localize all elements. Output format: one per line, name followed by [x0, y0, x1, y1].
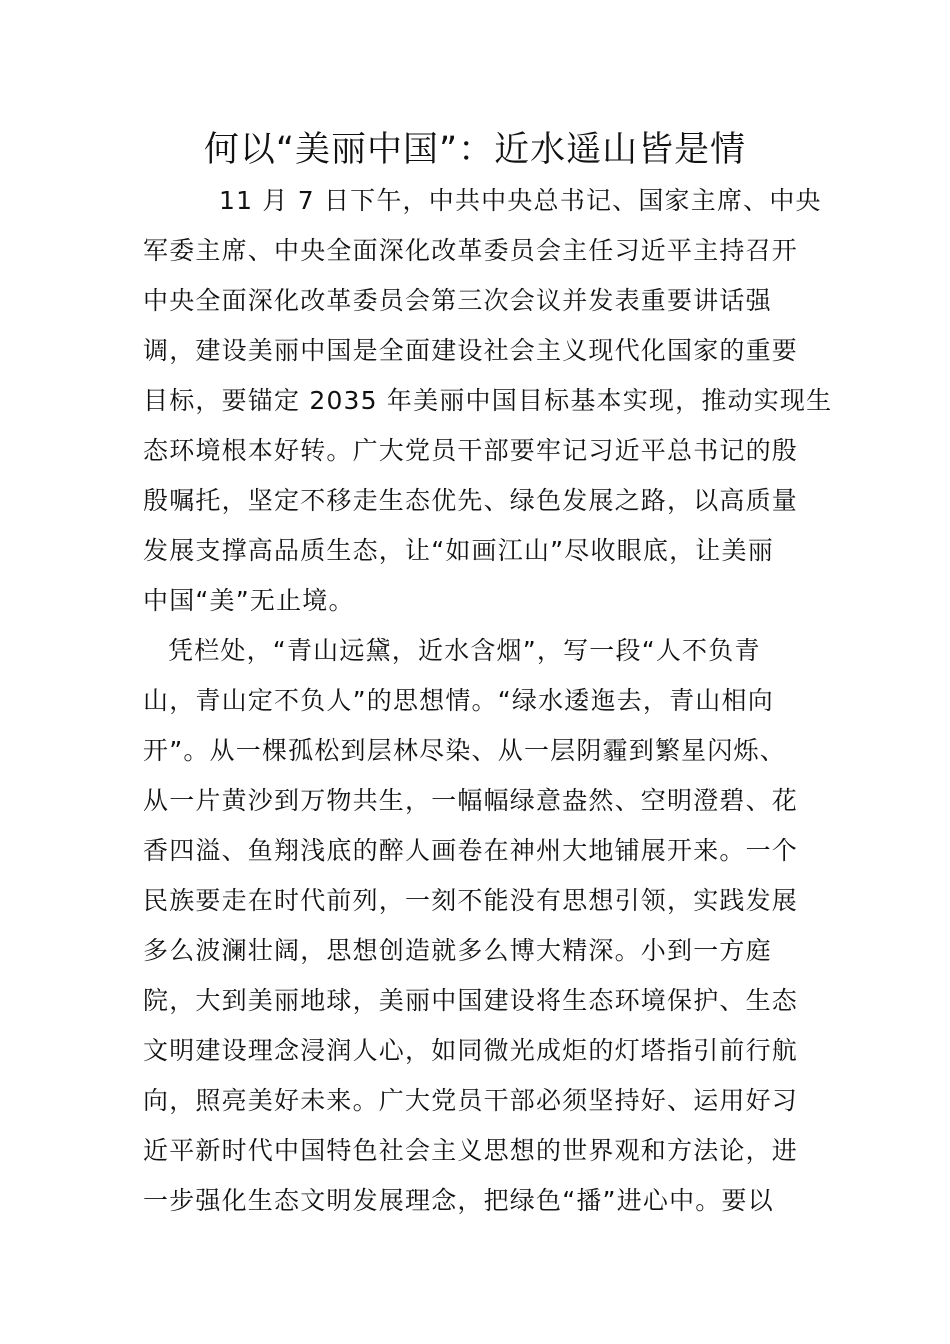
text-line: 多么波澜壮阔，思想创造就多么博大精深。小到一方庭	[143, 936, 772, 965]
text-line: 中国“美”无止境。	[143, 586, 355, 615]
text-line: 军委主席、中央全面深化改革委员会主任习近平主持召开	[143, 236, 799, 265]
text-line: 民族要走在时代前列，一刻不能没有思想引领，实践发展	[143, 886, 799, 915]
paragraph-2	[143, 626, 809, 1226]
text-line: 殷嘱托，坚定不移走生态优先、绿色发展之路，以高质量	[143, 486, 799, 515]
text-line: 发展支撑高品质生态，让“如画江山”尽收眼底，让美丽	[143, 536, 774, 565]
text-line: 凭栏处，“青山远黛，近水含烟”，写一段“人不负青	[168, 636, 761, 665]
text-line: 调，建设美丽中国是全面建设社会主义现代化国家的重要	[143, 336, 799, 365]
text-line: 从一片黄沙到万物共生，一幅幅绿意盎然、空明澄碧、花	[143, 786, 799, 815]
text-line: 近平新时代中国特色社会主义思想的世界观和方法论，进	[143, 1136, 799, 1165]
text-line: 态环境根本好转。广大党员干部要牢记习近平总书记的殷	[143, 436, 799, 465]
text-line: 文明建设理念浸润人心，如同微光成炬的灯塔指引前行航	[143, 1036, 799, 1065]
document-body	[143, 176, 833, 1226]
text-line: 中央全面深化改革委员会第三次会议并发表重要讲话强	[143, 286, 772, 315]
text-line: 香四溢、鱼翔浅底的醉人画卷在神州大地铺展开来。一个	[143, 836, 799, 865]
text-line: 向，照亮美好未来。广大党员干部必须坚持好、运用好习	[143, 1086, 799, 1115]
text-line: 11 月 7 日下午，中共中央总书记、国家主席、中央	[219, 186, 822, 215]
text-line: 山，青山定不负人”的思想情。“绿水逶迤去，青山相向	[143, 686, 774, 715]
text-line: 目标，要锚定 2035 年美丽中国目标基本实现，推动实现生	[143, 386, 833, 415]
text-line: 一步强化生态文明发展理念，把绿色“播”进心中。要以	[143, 1186, 774, 1215]
paragraph-1	[143, 176, 833, 626]
text-line: 院，大到美丽地球，美丽中国建设将生态环境保护、生态	[143, 986, 799, 1015]
document-title: 何以“美丽中国”：近水遥山皆是情	[203, 130, 747, 170]
text-line: 开”。从一棵孤松到层林尽染、从一层阴霾到繁星闪烁、	[143, 736, 786, 765]
